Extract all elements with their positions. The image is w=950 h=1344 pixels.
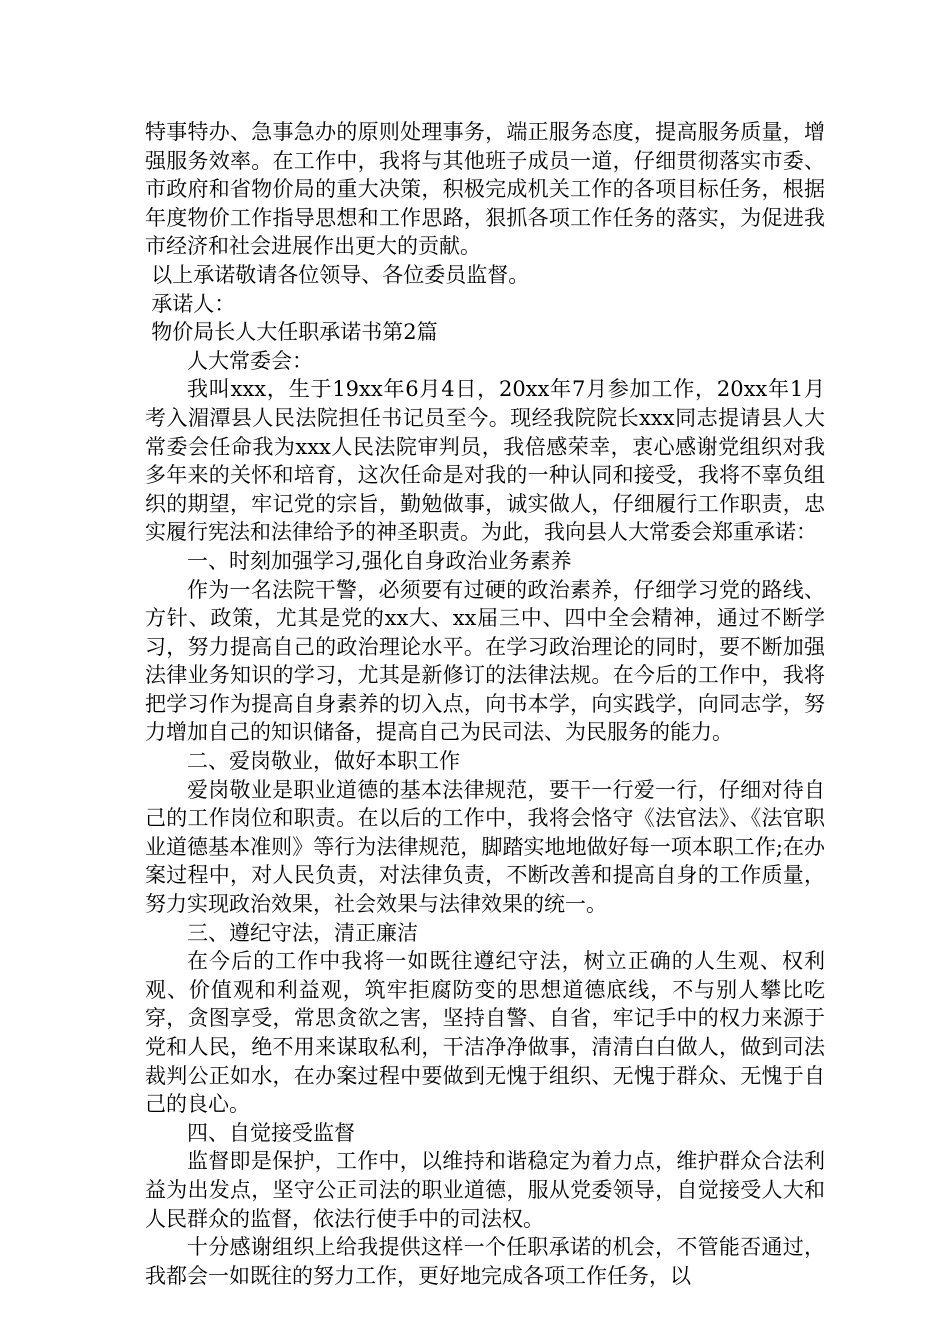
paragraph-continued: 特事特办、急事急办的原则处理事务，端正服务态度，提高服务质量，增强服务效率。在工作中，我将与其他班子成员一道，仔细贯彻落实市委、市政府和省物价局的重大决策，积极完成机关工作的各项目标任务，根据年度物价工作指导思想和工作思路，狠抓各项工作任务的落实，为促进我市经济和社会进展作出更大的贡献。 — [145, 120, 825, 259]
section-title-1: 一、时刻加强学习,强化自身政治业务素养 — [187, 548, 572, 573]
paragraph-section-4: 监督即是保护，工作中，以维持和谐稳定为着力点，维护群众合法利益为出发点，坚守公正司法的职业道德，服从党委领导，自觉接受人大和人民群众的监督，依法行使手中的司法权。 — [145, 1149, 825, 1231]
section-title-2: 二、爱岗敬业，做好本职工作 — [187, 749, 460, 774]
salutation: 人大常委会： — [187, 348, 313, 373]
document-body — [145, 118, 825, 1290]
paragraph-section-2: 爱岗敬业是职业道德的基本法律规范，要干一行爱一行，仔细对待自己的工作岗位和职责。在以后的工作中，我将会恪守《法官法》、《法官职业道德基本准则》等行为法律规范，脚踏实地地做好每一项本职工作;在办案过程中，对人民负责，对法律负责，不断改善和提高自身的工作质量，努力实现政治效果，社会效果与法律效果的统一。 — [145, 777, 825, 917]
section-title-3: 三、遵纪守法，清正廉洁 — [187, 920, 418, 945]
section-title-4: 四、自觉接受监督 — [187, 1120, 355, 1145]
signatory-line: 承诺人： — [151, 291, 236, 316]
paragraph-intro: 我叫xxx，生于19xx年6月4日，20xx年7月参加工作，20xx年1月考入湄潭县人民法院担任书记员至今。现经我院院长xxx同志提请县人大常委会任命我为xxx人民法院审判员，我倍感荣幸，衷心感谢党组织对我多年来的关怀和培育，这次任命是对我的一种认同和接受，我将不辜负组织的期望，牢记党的宗旨，勤勉做事，诚实做人，仔细履行工作职责，忠实履行宪法和法律给予的神圣职责。为此，我向县人大常委会郑重承诺： — [145, 377, 825, 545]
document-heading: 物价局长人大任职承诺书第2篇 — [151, 320, 438, 345]
paragraph-section-3: 在今后的工作中我将一如既往遵纪守法，树立正确的人生观、权利观、价值观和利益观，筑牢拒腐防变的思想道德底线，不与别人攀比吃穿，贪图享受，常思贪欲之害，坚持自警、自省，牢记手中的权力来源于党和人民，绝不用来谋取私利，干洁净净做事，清清白白做人，做到司法裁判公正如水，在办案过程中要做到无愧于组织、无愧于群众、无愧于自己的良心。 — [145, 949, 825, 1117]
supervision-request-line: 以上承诺敬请各位领导、各位委员监督。 — [151, 262, 530, 287]
paragraph-closing: 十分感谢组织上给我提供这样一个任职承诺的机会，不管能否通过，我都会一如既往的努力工作，更好地完成各项工作任务，以 — [145, 1235, 825, 1288]
paragraph-section-1: 作为一名法院干警，必须要有过硬的政治素养，仔细学习党的路线、方针、政策，尤其是党的xx大、xx届三中、四中全会精神，通过不断学习，努力提高自己的政治理论水平。在学习政治理论的同时，要不断加强法律业务知识的学习，尤其是新修订的法律法规。在今后的工作中，我将把学习作为提高自身素养的切入点，向书本学，向实践学，向同志学，努力增加自己的知识储备，提高自己为民司法、为民服务的能力。 — [145, 577, 825, 745]
